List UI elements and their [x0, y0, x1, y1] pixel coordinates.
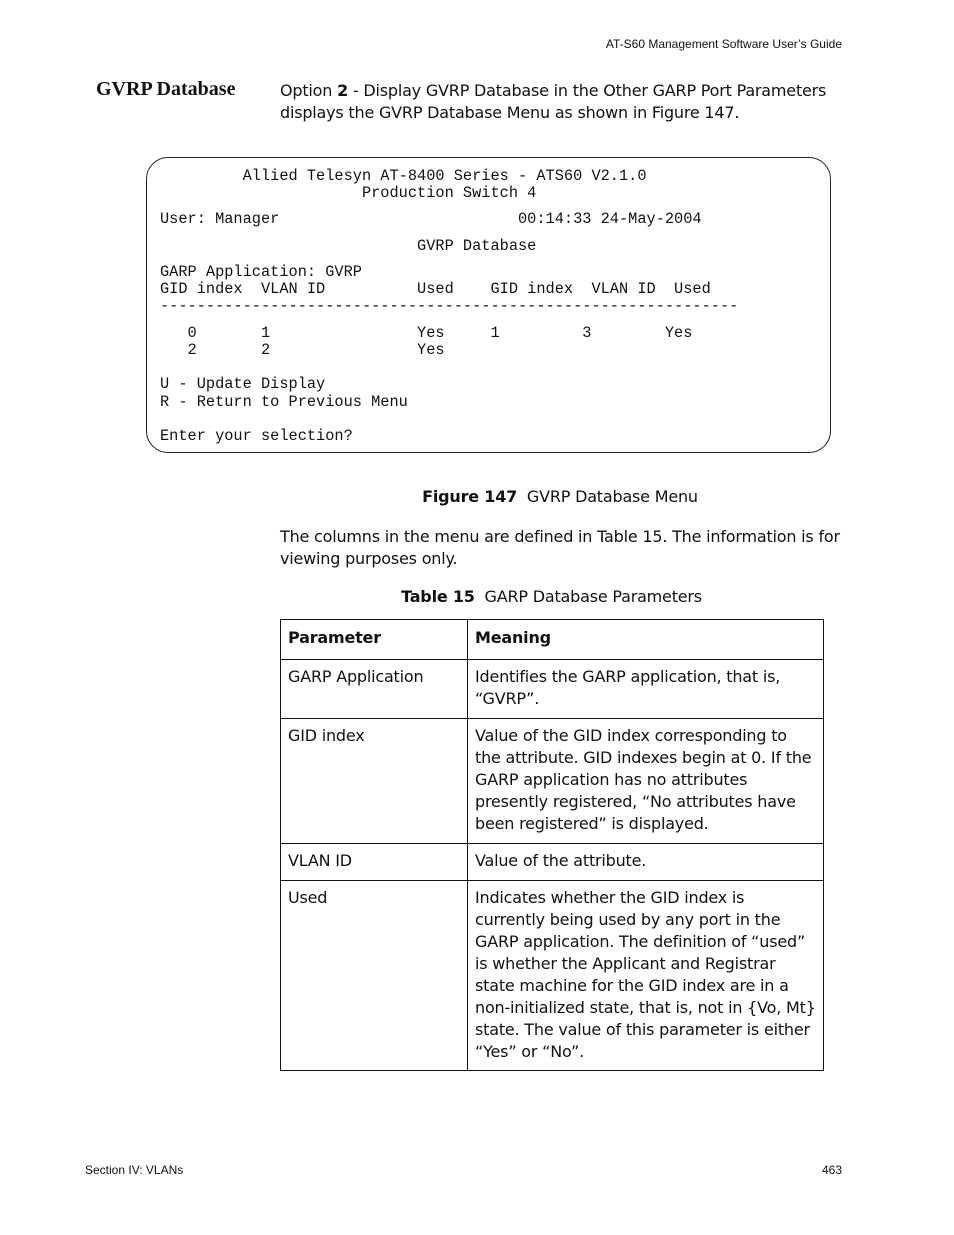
column-header-meaning: Meaning: [468, 620, 824, 660]
page-number: 463: [821, 1163, 842, 1177]
terminal-option-update: U - Update Display: [160, 375, 326, 393]
table-caption: [280, 587, 823, 606]
terminal-screen: [146, 157, 831, 453]
parameter-cell: VLAN ID: [281, 844, 468, 881]
parameter-cell: Used: [281, 881, 468, 1071]
table-row: [281, 660, 824, 719]
figure-caption: [280, 487, 840, 506]
terminal-user-line: User: Manager 00:14:33 24-May-2004: [160, 210, 702, 228]
terminal-data-row: 2 2 Yes: [160, 341, 445, 359]
table-header-row: [281, 620, 824, 660]
section-heading: GVRP Database: [96, 78, 236, 100]
table-caption-text: GARP Database Parameters: [484, 587, 702, 606]
footer-section: Section IV: VLANs: [85, 1163, 184, 1177]
intro-option-number: 2: [337, 81, 349, 100]
explain-paragraph: The columns in the menu are defined in Table 15. The information is for viewing purposes only.: [280, 527, 840, 568]
intro-paragraph: [280, 80, 850, 124]
meaning-cell: Indicates whether the GID index is currently being used by any port in the GARP application. The definition of “used” is whether the Applicant and Registrar state machine for the GID index are in a non-initialized state, that is, not in {Vo, Mt} state. The value of this parameter is either “Yes” or “No”.: [468, 881, 824, 1071]
table-row: [281, 719, 824, 844]
terminal-menu-title: GVRP Database: [160, 237, 537, 255]
terminal-switch-line: Production Switch 4: [160, 184, 537, 202]
figure-caption-text: GVRP Database Menu: [526, 487, 698, 506]
running-header: AT-S60 Management Software User’s Guide: [605, 37, 842, 51]
intro-text-pre: Option: [280, 81, 338, 100]
terminal-prompt: Enter your selection?: [160, 427, 353, 445]
terminal-column-headers: GID index VLAN ID Used GID index VLAN ID Used: [160, 280, 711, 298]
column-header-parameter: Parameter: [281, 620, 468, 660]
parameter-cell: GARP Application: [281, 660, 468, 719]
terminal-data-row: 0 1 Yes 1 3 Yes: [160, 324, 693, 342]
meaning-cell: Value of the GID index corresponding to the attribute. GID indexes begin at 0. If the GARP application has no attributes presently registered, “No attributes have been registered” is displayed.: [468, 719, 824, 844]
meaning-cell: Identifies the GARP application, that is, “GVRP”.: [468, 660, 824, 719]
terminal-title-line: Allied Telesyn AT-8400 Series - ATS60 V2.1.0: [160, 167, 647, 185]
figure-caption-label: Figure 147: [422, 487, 518, 506]
table-caption-label: Table 15: [401, 587, 475, 606]
terminal-option-return: R - Return to Previous Menu: [160, 393, 408, 411]
meaning-cell: Value of the attribute.: [468, 844, 824, 881]
terminal-divider: ---------------------------------------------------------------: [160, 297, 739, 315]
table-row: [281, 881, 824, 1071]
parameter-cell: GID index: [281, 719, 468, 844]
intro-text-post: - Display GVRP Database in the Other GARP Port Parameters displays the GVRP Database Menu as shown in Figure 147.: [280, 81, 827, 122]
table-row: [281, 844, 824, 881]
parameters-table: [280, 619, 824, 1071]
terminal-application-line: GARP Application: GVRP: [160, 263, 362, 281]
